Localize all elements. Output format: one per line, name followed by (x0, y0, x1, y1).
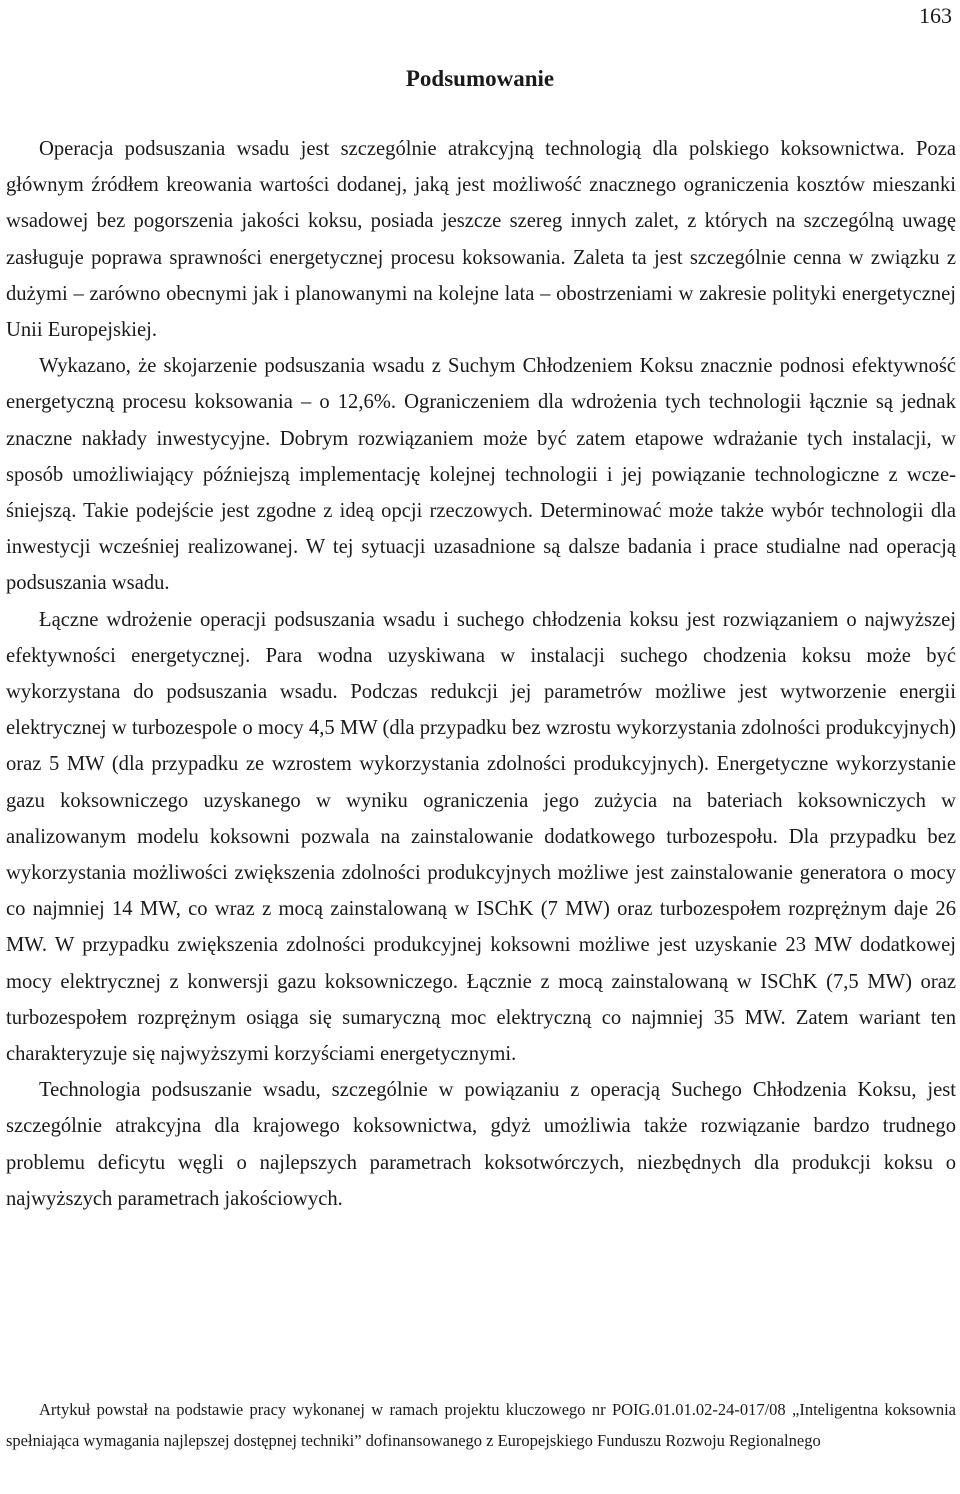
section-heading: Podsumowanie (405, 66, 555, 91)
paragraph: Operacja podsuszania wsadu jest szczególnie atrakcyjną technologią dla polskiego koksownictwa. Poza głównym źródłem kreowania wartości dodanej, jaką jest możliwość znacznego ograniczenia kosztów mieszanki wsadowej bez pogorszenia jakości koksu, posiada jeszcze szereg innych zalet, z których na szczególną uwagę zasługuje poprawa sprawności energetycznej procesu koksowania. Zaleta ta jest szczególnie cenna w związku z dużymi – zarówno obecnymi jak i planowanymi na kolejne lata – obostrzeniami w zakresie polityki energetycznej Unii Europejskiej. (6, 138, 956, 342)
page-number: 163 (919, 3, 952, 28)
paragraph: Wykazano, że skojarzenie podsuszania wsadu z Suchym Chłodzeniem Koksu znacznie podnosi efektywność energetyczną procesu koksowania – o 12,6%. Ograniczeniem dla wdrożenia tych technologii łącznie są jednak znaczne nakłady inwestycyjne. Dobrym rozwiązaniem może być zatem etapowe wdrażanie tych instalacji, w sposób umożliwiający późniejszą implementację kolejnej technologii i jej powiązanie technologiczne z wcześniejszą. Takie podejście jest zgodne z ideą opcji rzeczowych. Determinować może także wybór technologii dla inwestycji wcześniej realizowanej. W tej sytuacji uzasadnione są dalsze badania i prace studialne nad operacją podsuszania wsadu. (6, 355, 956, 595)
footnote-text: Artykuł powstał na podstawie pracy wykonanej w ramach projektu kluczowego nr POIG.01.01.02-24-017/08 „Inteligentna koksownia spełniająca wymagania najlepszej dostępnej techniki” dofinansowanego z Europejskiego Funduszu Rozwoju Regionalnego (6, 1400, 956, 1450)
body-text (6, 131, 956, 1217)
paragraph: Łączne wdrożenie operacji podsuszania wsadu i suchego chłodzenia koksu jest rozwiązaniem o najwyższej efektywności energetycznej. Para wodna uzyskiwana w instalacji suchego chodzenia koksu może być wykorzystana do podsuszania wsadu. Podczas redukcji jej parametrów możliwe jest wytworzenie energii elektrycznej w turbozespole o mocy 4,5 MW (dla przypadku bez wzrostu wykorzystania zdolności produkcyjnych) oraz 5 MW (dla przypadku ze wzrostem wykorzystania zdolności produkcyjnych). Energetyczne wykorzystanie gazu koksowniczego uzyskanego w wyniku ograniczenia jego zużycia na bateriach koksowniczych w analizowanym modelu koksowni pozwala na zainstalowanie dodatkowego turbozespołu. Dla przypadku bez wykorzystania możliwości zwiększenia zdolności produkcyjnych możliwe jest zainstalowanie generatora o mocy co najmniej 14 MW, co wraz z mocą zainstalowaną w ISChK (7 MW) oraz turbozespołem rozprężnym daje 26 MW. W przypadku zwiększenia zdolności produkcyjnej koksowni możliwe jest uzyskanie 23 MW dodatkowej mocy elektrycznej z konwersji gazu koksowniczego. Łącznie z mocą zainstalowaną w ISChK (7,5 MW) oraz turbozespołem rozprężnym osiąga się sumaryczną moc elektryczną co najmniej 35 MW. Zatem wariant ten charakteryzuje się najwyższymi korzyściami energetycznymi. (6, 608, 956, 1066)
footnote (6, 1394, 956, 1456)
paragraph: Technologia podsuszanie wsadu, szczególnie w powiązaniu z operacją Suchego Chłodzenia Koksu, jest szczególnie atrakcyjna dla krajowego koksownictwa, gdyż umożliwia także rozwiązanie bardzo trudnego problemu deficytu węgli o najlepszych parametrach koksotwórczych, niezbędnych dla produkcji koksu o najwyższych parametrach jakościowych. (6, 1079, 956, 1210)
